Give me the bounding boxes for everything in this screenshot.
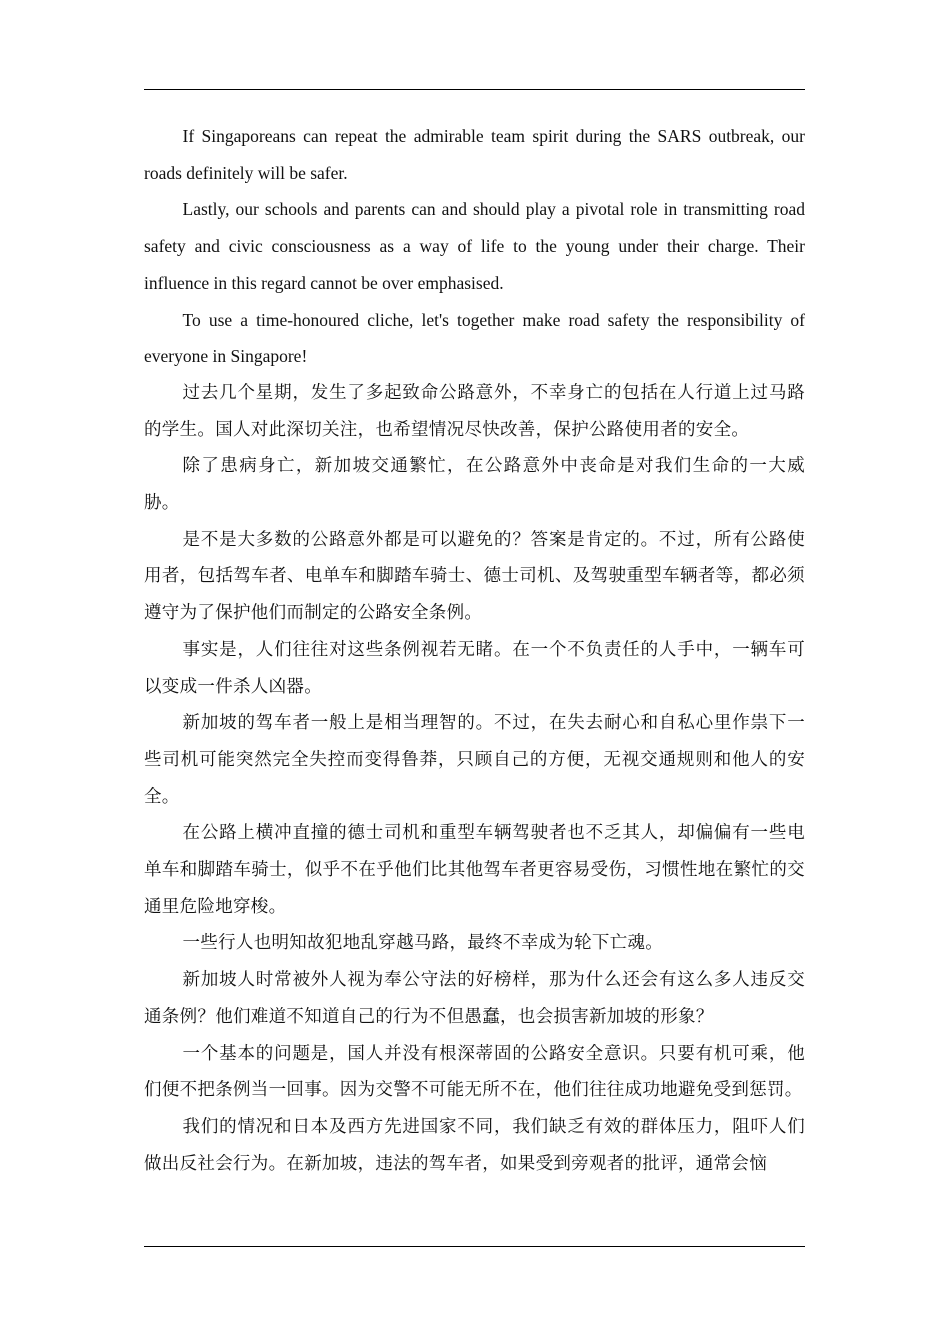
paragraph-schools-parents: Lastly, our schools and parents can and should play a pivotal role in transmitting road safety and civic consciousness as a way of life to the young under their charge. Their influence in this regard cannot be over emphasised.	[144, 199, 805, 293]
paragraph-zh-peer-pressure: 我们的情况和日本及西方先进国家不同，我们缺乏有效的群体压力，阻吓人们做出反社会行为。在新加坡，违法的驾车者，如果受到旁观者的批评，通常会恼	[144, 1116, 805, 1174]
paragraph-zh-pedestrians: 一些行人也明知故犯地乱穿越马路，最终不幸成为轮下亡魂。	[182, 933, 664, 954]
paragraph-zh-awareness: 一个基本的问题是，国人并没有根深蒂固的公路安全意识。只要有机可乘，他们便不把条例当一回事。因为交警不可能无所不在，他们往往成功地避免受到惩罚。	[144, 1043, 805, 1101]
paragraph-closing-cliche: To use a time-honoured cliche, let's together make road safety the responsibility of everyone in Singapore!	[144, 309, 805, 367]
document-body	[144, 118, 805, 1182]
header-rule	[144, 89, 805, 90]
footer-rule	[144, 1246, 805, 1247]
paragraph-zh-image: 新加坡人时常被外人视为奉公守法的好榜样，那为什么还会有这么多人违反交通条例？他们难道不知道自己的行为不但愚蠢，也会损害新加坡的形象？	[144, 970, 805, 1027]
paragraph-zh-recent-accidents: 过去几个星期，发生了多起致命公路意外，不幸身亡的包括在人行道上过马路的学生。国人对此深切关注，也希望情况尽快改善，保护公路使用者的安全。	[144, 382, 805, 440]
paragraph-zh-avoidable: 是不是大多数的公路意外都是可以避免的？答案是肯定的。不过，所有公路使用者，包括驾车者、电单车和脚踏车骑士、德士司机、及驾驶重型车辆者等，都必须遵守为了保护他们而制定的公路安全条例。	[144, 529, 805, 624]
paragraph-zh-threat: 除了患病身亡，新加坡交通繁忙，在公路意外中丧命是对我们生命的一大威胁。	[144, 456, 805, 514]
paragraph-sars-spirit: If Singaporeans can repeat the admirable team spirit during the SARS outbreak, our roads definitely will be safer.	[144, 126, 805, 183]
paragraph-zh-ignored-rules: 事实是，人们往往对这些条例视若无睹。在一个不负责任的人手中，一辆车可以变成一件杀人凶器。	[144, 639, 805, 697]
paragraph-zh-taxi-riders: 在公路上横冲直撞的德士司机和重型车辆驾驶者也不乏其人，却偏偏有一些电单车和脚踏车骑士，似乎不在乎他们比其他驾车者更容易受伤，习惯性地在繁忙的交通里危险地穿梭。	[144, 823, 805, 917]
paragraph-zh-drivers: 新加坡的驾车者一般上是相当理智的。不过，在失去耐心和自私心里作祟下一些司机可能突然完全失控而变得鲁莽，只顾自己的方便，无视交通规则和他人的安全。	[144, 713, 805, 807]
